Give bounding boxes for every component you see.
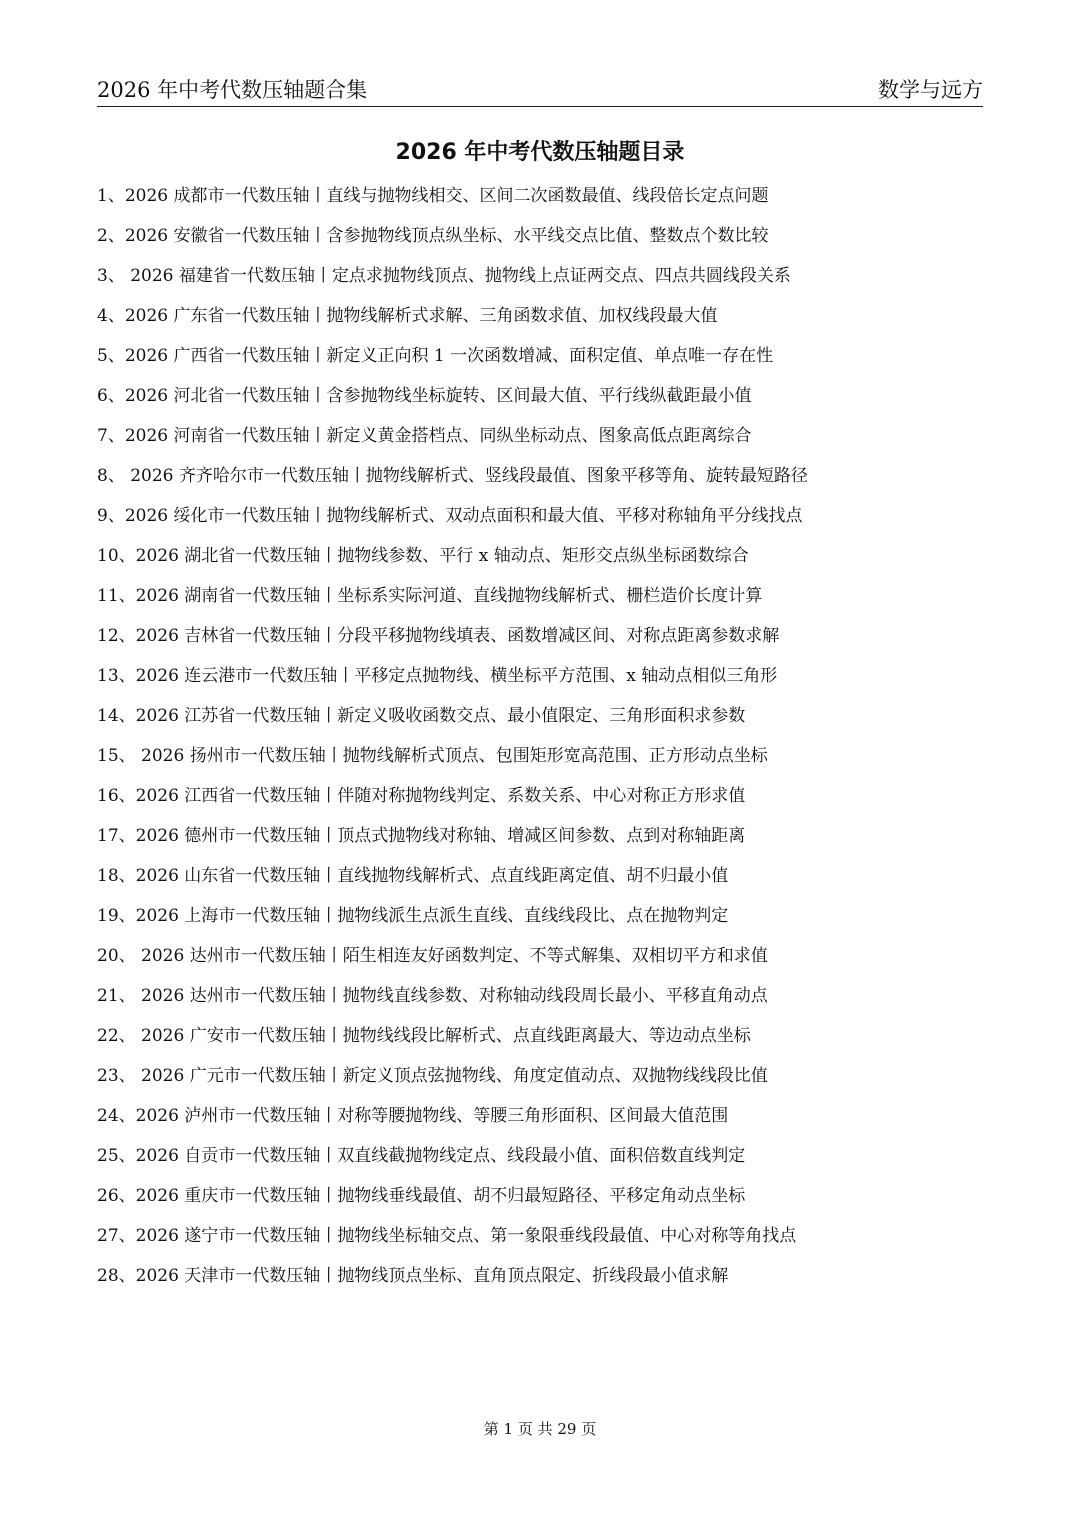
toc-title: 2026 年中考代数压轴题目录 — [395, 140, 685, 165]
toc-entry-link[interactable]: 20、 2026 达州市一代数压轴丨陌生相连友好函数判定、不等式解集、双相切平方和求值 — [97, 946, 768, 966]
toc-entry[interactable] — [97, 340, 983, 380]
toc-entry[interactable] — [97, 1100, 983, 1140]
toc-entry[interactable] — [97, 220, 983, 260]
toc-entry-link[interactable]: 19、2026 上海市一代数压轴丨抛物线派生点派生直线、直线线段比、点在抛物判定 — [97, 906, 729, 926]
toc-entry[interactable] — [97, 180, 983, 220]
toc-entry-link[interactable]: 7、2026 河南省一代数压轴丨新定义黄金搭档点、同纵坐标动点、图象高低点距离综合 — [97, 426, 752, 446]
toc-entry[interactable] — [97, 660, 983, 700]
toc-entry-link[interactable]: 18、2026 山东省一代数压轴丨直线抛物线解析式、点直线距离定值、胡不归最小值 — [97, 866, 729, 886]
table-of-contents — [97, 180, 983, 1300]
toc-entry[interactable] — [97, 540, 983, 580]
toc-entry-link[interactable]: 15、 2026 扬州市一代数压轴丨抛物线解析式顶点、包围矩形宽高范围、正方形动点坐标 — [97, 746, 768, 766]
toc-entry[interactable] — [97, 620, 983, 660]
toc-entry[interactable] — [97, 780, 983, 820]
toc-entry[interactable] — [97, 980, 983, 1020]
toc-entry-link[interactable]: 9、2026 绥化市一代数压轴丨抛物线解析式、双动点面积和最大值、平移对称轴角平分线找点 — [97, 506, 803, 526]
toc-entry-link[interactable]: 22、 2026 广安市一代数压轴丨抛物线线段比解析式、点直线距离最大、等边动点坐标 — [97, 1026, 751, 1046]
toc-entry-link[interactable]: 25、2026 自贡市一代数压轴丨双直线截抛物线定点、线段最小值、面积倍数直线判定 — [97, 1146, 746, 1166]
toc-entry-link[interactable]: 6、2026 河北省一代数压轴丨含参抛物线坐标旋转、区间最大值、平行线纵截距最小值 — [97, 386, 752, 406]
toc-entry-link[interactable]: 12、2026 吉林省一代数压轴丨分段平移抛物线填表、函数增减区间、对称点距离参数求解 — [97, 626, 780, 646]
toc-entry[interactable] — [97, 300, 983, 340]
toc-entry-link[interactable]: 4、2026 广东省一代数压轴丨抛物线解析式求解、三角函数求值、加权线段最大值 — [97, 306, 718, 326]
toc-entry[interactable] — [97, 860, 983, 900]
toc-entry[interactable] — [97, 380, 983, 420]
toc-entry-link[interactable]: 16、2026 江西省一代数压轴丨伴随对称抛物线判定、系数关系、中心对称正方形求值 — [97, 786, 746, 806]
toc-entry-link[interactable]: 24、2026 泸州市一代数压轴丨对称等腰抛物线、等腰三角形面积、区间最大值范围 — [97, 1106, 729, 1126]
toc-entry-link[interactable]: 14、2026 江苏省一代数压轴丨新定义吸收函数交点、最小值限定、三角形面积求参数 — [97, 706, 746, 726]
toc-entry[interactable] — [97, 820, 983, 860]
toc-entry[interactable] — [97, 1140, 983, 1180]
toc-entry-link[interactable]: 1、2026 成都市一代数压轴丨直线与抛物线相交、区间二次函数最值、线段倍长定点问题 — [97, 186, 769, 206]
toc-entry-link[interactable]: 27、2026 遂宁市一代数压轴丨抛物线坐标轴交点、第一象限垂线段最值、中心对称等角找点 — [97, 1226, 797, 1246]
toc-entry[interactable] — [97, 420, 983, 460]
toc-entry[interactable] — [97, 500, 983, 540]
toc-entry-link[interactable]: 13、2026 连云港市一代数压轴丨平移定点抛物线、横坐标平方范围、x 轴动点相似三角形 — [97, 666, 778, 686]
toc-entry[interactable] — [97, 1060, 983, 1100]
page-number: 第 1 页 共 29 页 — [483, 1420, 597, 1438]
header-author: 数学与远方 — [878, 78, 983, 102]
toc-entry[interactable] — [97, 940, 983, 980]
toc-entry[interactable] — [97, 740, 983, 780]
toc-entry-link[interactable]: 21、 2026 达州市一代数压轴丨抛物线直线参数、对称轴动线段周长最小、平移直角动点 — [97, 986, 768, 1006]
toc-entry-link[interactable]: 3、 2026 福建省一代数压轴丨定点求抛物线顶点、抛物线上点证两交点、四点共圆线段关系 — [97, 266, 791, 286]
header-collection-title: 2026 年中考代数压轴题合集 — [97, 78, 368, 102]
toc-entry[interactable] — [97, 1020, 983, 1060]
toc-entry[interactable] — [97, 700, 983, 740]
toc-entry-link[interactable]: 17、2026 德州市一代数压轴丨顶点式抛物线对称轴、增减区间参数、点到对称轴距离 — [97, 826, 746, 846]
toc-entry-link[interactable]: 11、2026 湖南省一代数压轴丨坐标系实际河道、直线抛物线解析式、栅栏造价长度计算 — [97, 586, 763, 606]
toc-entry-link[interactable]: 5、2026 广西省一代数压轴丨新定义正向积 1 一次函数增减、面积定值、单点唯一存在性 — [97, 346, 774, 366]
toc-entry-link[interactable]: 23、 2026 广元市一代数压轴丨新定义顶点弦抛物线、角度定值动点、双抛物线线段比值 — [97, 1066, 768, 1086]
page-header — [97, 76, 983, 107]
toc-entry-link[interactable]: 26、2026 重庆市一代数压轴丨抛物线垂线最值、胡不归最短路径、平移定角动点坐标 — [97, 1186, 746, 1206]
toc-entry[interactable] — [97, 1220, 983, 1260]
toc-entry[interactable] — [97, 580, 983, 620]
toc-entry[interactable] — [97, 900, 983, 940]
toc-entry[interactable] — [97, 1260, 983, 1300]
toc-entry[interactable] — [97, 1180, 983, 1220]
toc-entry-link[interactable]: 2、2026 安徽省一代数压轴丨含参抛物线顶点纵坐标、水平线交点比值、整数点个数比较 — [97, 226, 769, 246]
toc-entry[interactable] — [97, 260, 983, 300]
toc-entry[interactable] — [97, 460, 983, 500]
toc-entry-link[interactable]: 8、 2026 齐齐哈尔市一代数压轴丨抛物线解析式、竖线段最值、图象平移等角、旋转最短路径 — [97, 466, 808, 486]
toc-entry-link[interactable]: 28、2026 天津市一代数压轴丨抛物线顶点坐标、直角顶点限定、折线段最小值求解 — [97, 1266, 729, 1286]
toc-entry-link[interactable]: 10、2026 湖北省一代数压轴丨抛物线参数、平行 x 轴动点、矩形交点纵坐标函数综合 — [97, 546, 749, 566]
